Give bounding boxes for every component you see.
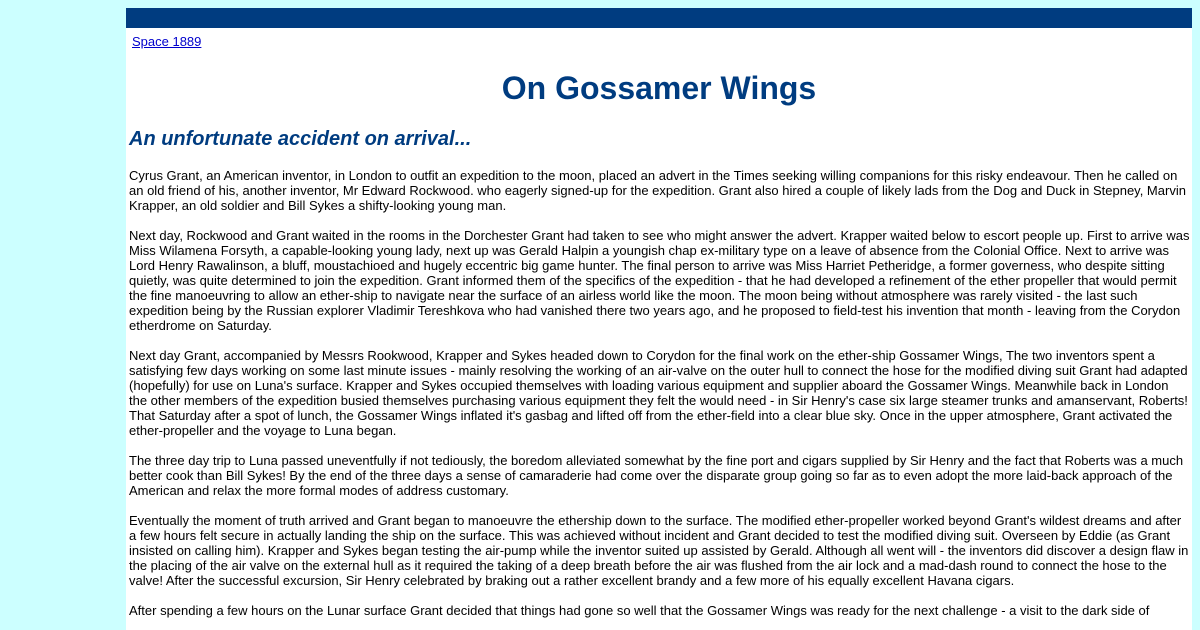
story-paragraph: Next day, Rockwood and Grant waited in the rooms in the Dorchester Grant had taken to see who might answer the advert. Krapper waited below to escort people up. First to arrive was Miss Wilamena Forsyth, a capable-looking young lady, next up was Gerald Halpin a youngish chap ex-military type on a leave of absence from the Colonial Office. Next to arrive was Lord Henry Rawalinson, a bluff, moustachioed and hugely eccentric big game hunter. The final person to arrive was Miss Harriet Petheridge, a former governess, who despite sitting quietly, was quite determined to join the expedition. Grant informed them of the specifics of the expedition - that he had developed a refinement of the ether propeller that would permit the fine manoeuvring to allow an ether-ship to navigate near the surface of an airless world like the moon. The moon being without atmosphere was rarely visited - the last such expedition being by the Russian explorer Vladimir Tereshkova who had vanished there two years ago, and he proposed to field-test his invention that month - leaving from the Corydon etherdrome on Saturday.	[129, 228, 1190, 333]
top-banner-bar	[126, 8, 1192, 28]
story-body	[129, 168, 1190, 630]
story-paragraph: The three day trip to Luna passed uneventfully if not tediously, the boredom alleviated somewhat by the fine port and cigars supplied by Sir Henry and the fact that Roberts was a much better cook than Bill Sykes! By the end of the three days a sense of camaraderie had come over the disparate group going so far as to even adopt the more laid-back approach of the American and relax the more formal modes of address customary.	[129, 453, 1184, 498]
content-panel	[126, 8, 1192, 630]
page-title: On Gossamer Wings	[501, 70, 817, 106]
section-subtitle: An unfortunate accident on arrival...	[129, 128, 472, 150]
story-paragraph: After spending a few hours on the Lunar surface Grant decided that things had gone so well that the Gossamer Wings was ready for the next challenge - a visit to the dark side of	[129, 603, 1150, 618]
space-1889-link[interactable]: Space 1889	[132, 34, 202, 49]
story-paragraph: Cyrus Grant, an American inventor, in London to outfit an expedition to the moon, placed an advert in the Times seeking willing companions for this risky endeavour. Then he called on an old friend of his, another inventor, Mr Edward Rockwood. who eagerly signed-up for the expedition. Grant also hired a couple of likely lads from the Dog and Duck in Stepney, Marvin Krapper, an old soldier and Bill Sykes a shifty-looking young man.	[129, 168, 1186, 213]
story-paragraph: Eventually the moment of truth arrived and Grant began to manoeuvre the ethership down to the surface. The modified ether-propeller worked beyond Grant's wildest dreams and after a few hours felt secure in actually landing the ship on the surface. This was achieved without incident and Grant decided to test the modified diving suit. Overseen by Eddie (as Grant insisted on calling him). Krapper and Sykes began testing the air-pump while the inventor suited up assisted by Gerald. Although all went will - the inventors did discover a design flaw in the placing of the air valve on the external hull as it required the taking of a deep breath before the air was flushed from the air lock and a mad-dash round to connect the hose to the valve! After the successful excursion, Sir Henry celebrated by braking out a rather excellent brandy and a few more of his equally excellent Havana cigars.	[129, 513, 1189, 588]
story-paragraph: Next day Grant, accompanied by Messrs Rookwood, Krapper and Sykes headed down to Corydon for the final work on the ether-ship Gossamer Wings, The two inventors spent a satisfying few days working on some last minute issues - mainly resolving the working of an air-valve on the outer hull to connect the hose for the modified diving suit Grant had adapted (hopefully) for use on Luna's surface. Krapper and Sykes occupied themselves with loading various equipment and supplier aboard the Gossamer Wings. Meanwhile back in London the other members of the expedition busied themselves purchasing various equipment they felt the would need - in Sir Henry's case six large steamer trunks and amanservant, Roberts! That Saturday after a spot of lunch, the Gossamer Wings inflated it's gasbag and lifted off from the ether-field into a clear blue sky. Once in the upper atmosphere, Grant activated the ether-propeller and the voyage to Luna began.	[129, 348, 1188, 438]
